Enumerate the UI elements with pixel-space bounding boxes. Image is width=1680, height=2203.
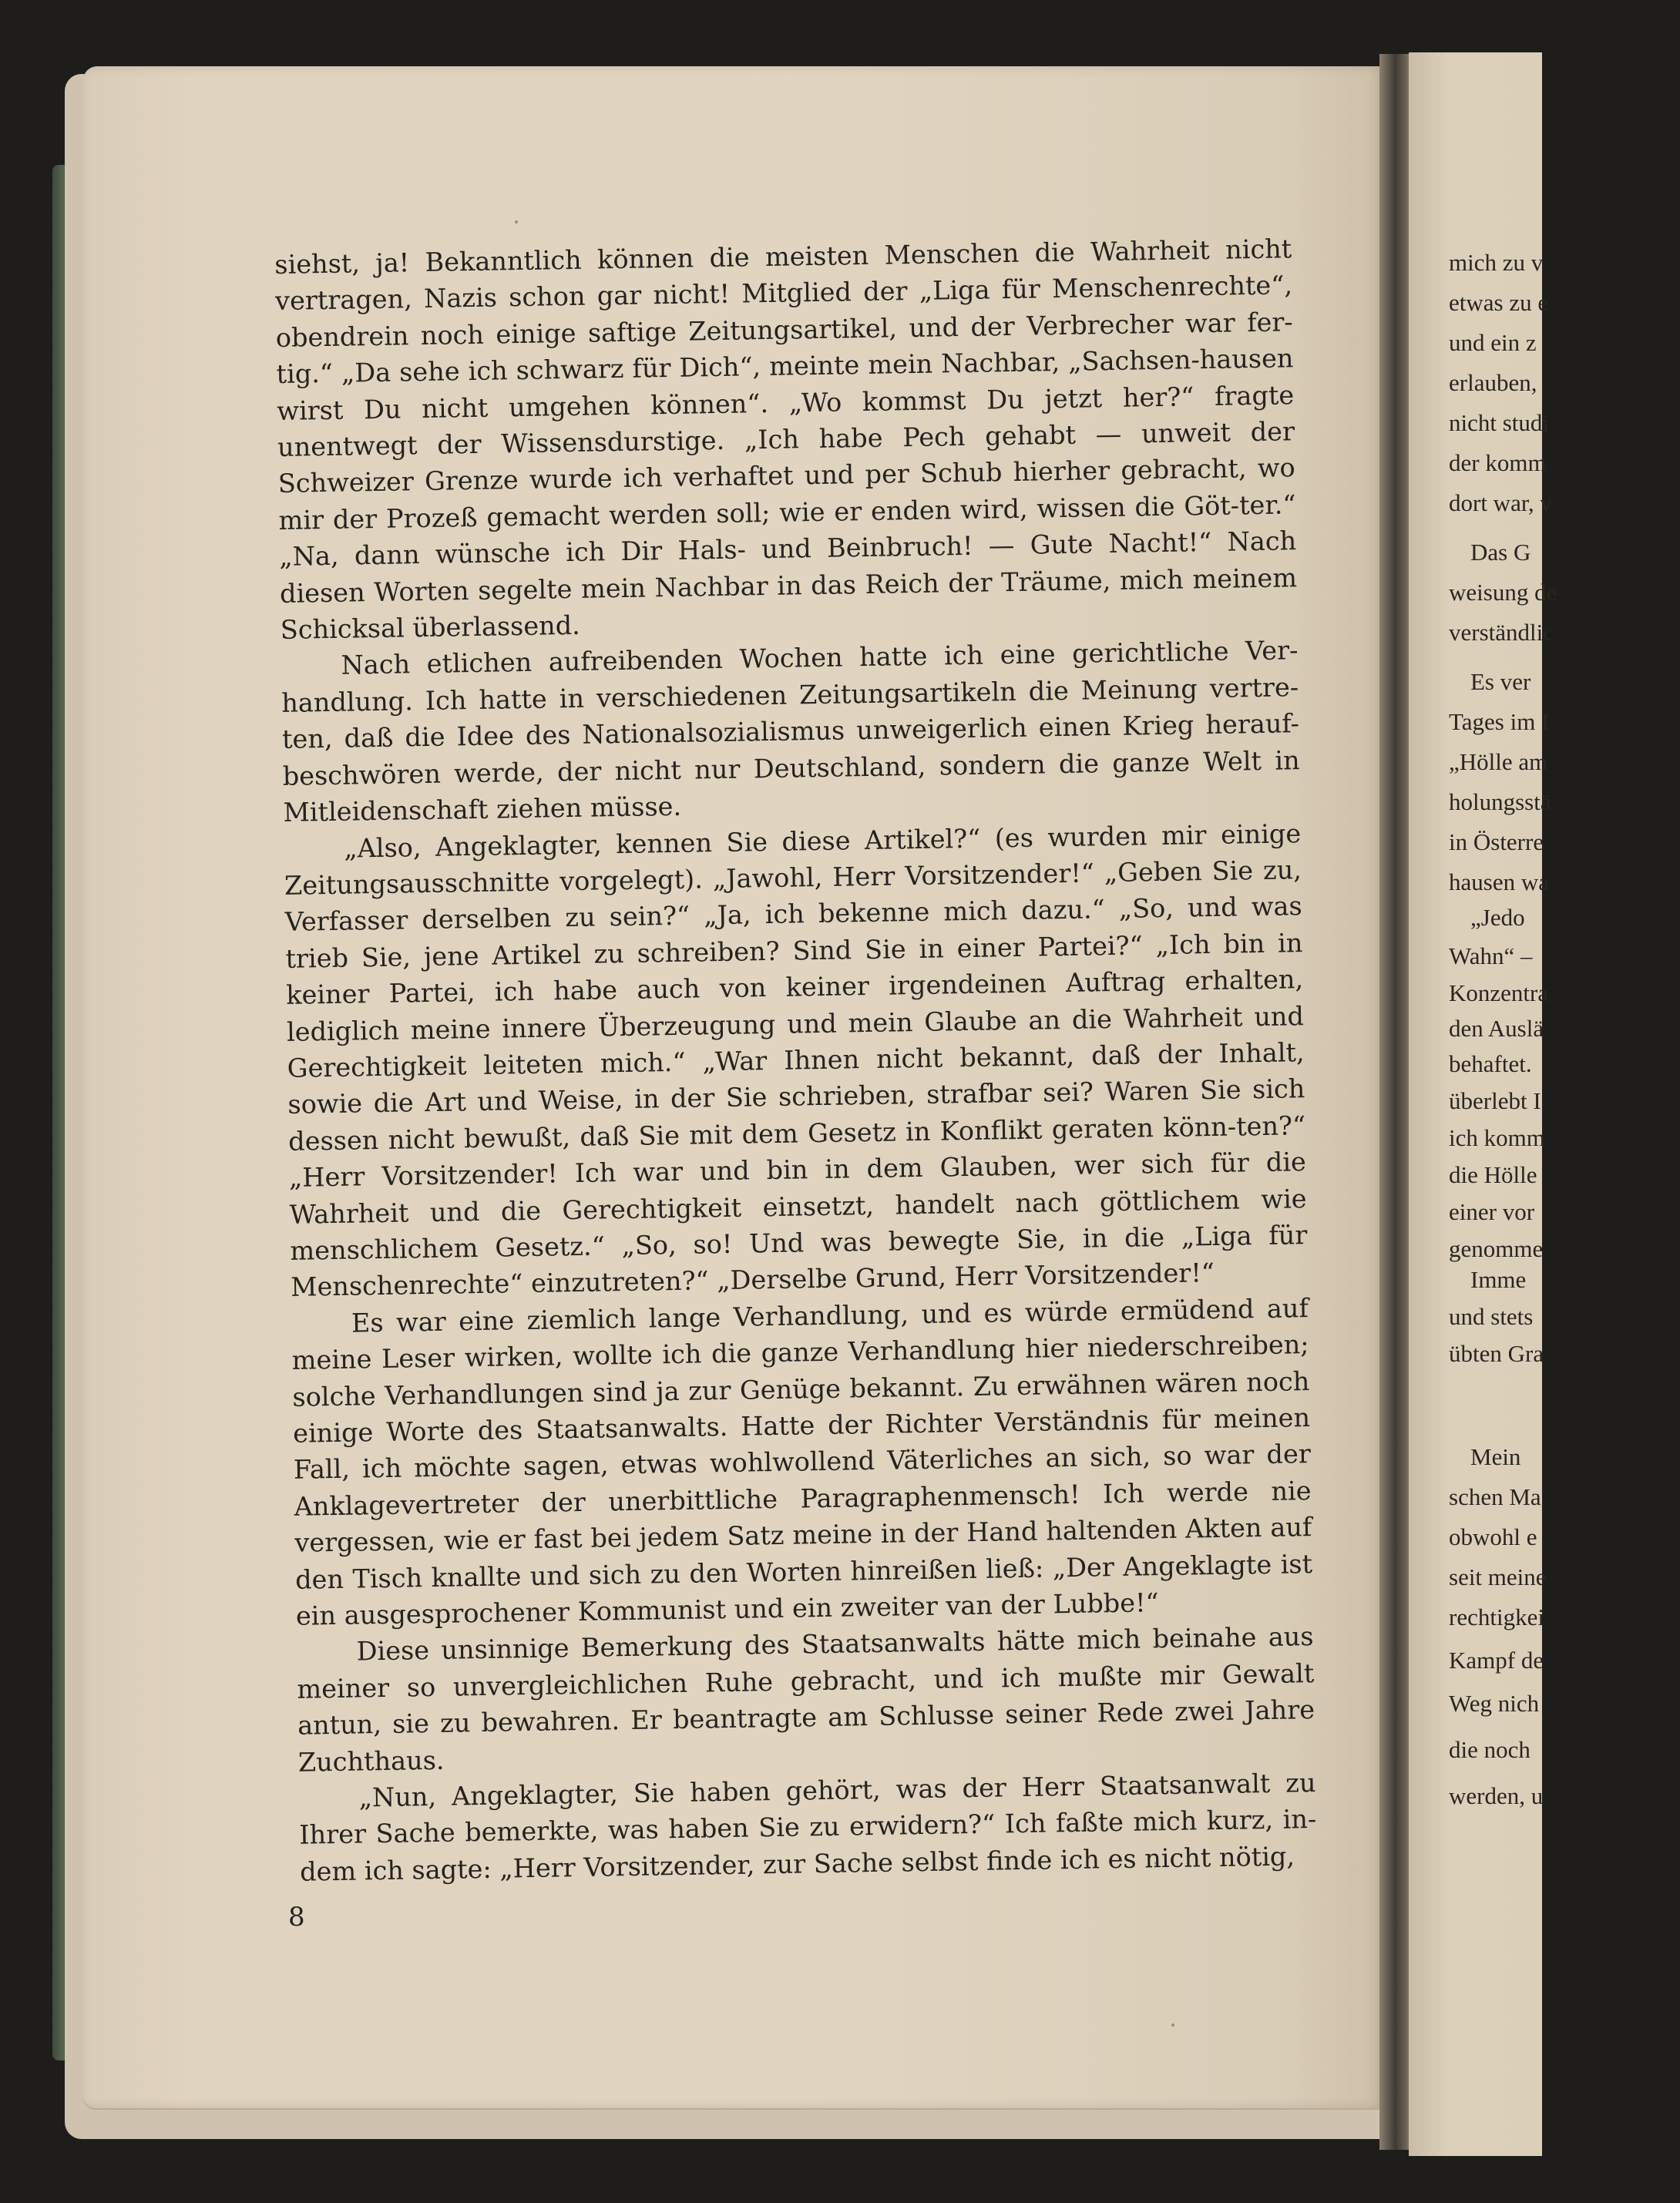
right-line: Weg nich [1449, 1690, 1540, 1717]
right-line: Es ver [1470, 668, 1531, 695]
paragraph: Es war eine ziemlich lange Verhandlung, und es würde ermüdend auf meine Leser wirken, wollte ich die ganze Verhandlung hier niederschreiben; solche Verhandlungen sind ja zur Genüge bekannt. Zu erwähnen wären noch einige Worte des Staatsanwalts. Hatte der Richter Verständnis für meinen Fall, ich möchte sagen, etwas wohlwollend Väterliches an sich, so war der Anklagevertreter der unerbittliche Paragraphenmensch! Ich werde nie vergessen, wie er fast bei jedem Satz meine in der Hand haltenden Akten auf den Tisch knallte und sich zu den Worten hinreißen ließ: „Der Angeklagte ist ein ausgesprochener Kommunist und ein zweiter van der Lubbe!“ [291, 1292, 1313, 1631]
right-line: rechtigkei [1449, 1604, 1544, 1630]
right-line: mich zu v [1449, 249, 1544, 276]
right-line: Mein [1470, 1443, 1521, 1470]
paragraph: Diese unsinnige Bemerkung des Staatsanwalts hätte mich beinahe aus meiner so unvergleichlichen Ruhe gebracht, und ich mußte mir Gewalt antun, sie zu bewahren. Er beantragte am Schlusse seiner Rede zwei Jahre Zuchthaus. [297, 1621, 1315, 1778]
paragraph: Nach etlichen aufreibenden Wochen hatte ich eine gerichtliche Ver-handlung. Ich hatte in verschiedenen Zeitungsartikeln die Meinung vertre-ten, daß die Idee des Nationalsozialismus unweigerlich einen Krieg herauf-beschwören werde, der nicht nur Deutschland, sondern die ganze Welt in Mitleidenschaft ziehen müsse. [281, 635, 1300, 828]
paragraph: „Also, Angeklagter, kennen Sie diese Artikel?“ (es wurden mir einige Zeitungsausschnitte vorgelegt). „Jawohl, Herr Vorsitzender!“ „Geben Sie zu, Verfasser derselben zu sein?“ „Ja, ich bekenne mich dazu.“ „So, und was trieb Sie, jene Artikel zu schreiben? Sind Sie in einer Partei?“ „Ich bin in keiner Partei, ich habe auch von keiner irgendeinen Auftrag erhalten, lediglich meine innere Überzeugung und mein Glaube an die Wahrheit und Gerechtigkeit leiteten mich.“ „War Ihnen nicht bekannt, daß der Inhalt, sowie die Art und Weise, in der Sie schrieben, strafbar sei? Waren Sie sich dessen nicht bewußt, daß Sie mit dem Gesetz in Konflikt geraten könn-ten?“ „Herr Vorsitzender! Ich war und bin in dem Glauben, wer sich für die Wahrheit und die Gerechtigkeit einsetzt, handelt nach göttlichem wie menschlichem Gesetz.“ „So, so! Und was bewegte Sie, in die „Liga für Menschenrechte“ einzutreten?“ „Derselbe Grund, Herr Vorsitzender!“ [284, 818, 1308, 1303]
right-line: verständlic [1449, 619, 1554, 646]
right-line: „Hölle am [1449, 748, 1548, 775]
right-line: die Hölle [1449, 1161, 1537, 1188]
right-line: obwohl e [1449, 1523, 1537, 1550]
body-text [274, 230, 1317, 1890]
right-line: Tages im I [1449, 708, 1550, 735]
right-line: hausen wa [1449, 868, 1549, 895]
right-line: und stets [1449, 1303, 1534, 1330]
right-line: „Jedo [1470, 904, 1525, 931]
right-line: in Österre [1449, 828, 1544, 855]
right-line: den Auslä [1449, 1015, 1544, 1042]
paper-blemish [1171, 2023, 1174, 2027]
right-line: behaftet. [1449, 1050, 1532, 1077]
right-line: Konzentra [1449, 979, 1549, 1006]
right-line: der komm [1449, 449, 1547, 476]
right-line: überlebt I [1449, 1087, 1541, 1114]
paragraph: siehst, ja! Bekanntlich können die meisten Menschen die Wahrheit nicht vertragen, Nazis schon gar nicht! Mitglied der „Liga für Menschenrechte“, obendrein noch einige saftige Zeitungsartikel, und der Verbrecher war fer-tig.“ „Da sehe ich schwarz für Dich“, meinte mein Nachbar, „Sachsen-hausen wirst Du nicht umgehen können“. „Wo kommst Du jetzt her?“ fragte unentwegt der Wissensdurstige. „Ich habe Pech gehabt — unweit der Schweizer Grenze wurde ich verhaftet und per Schub hierher gebracht, wo mir der Prozeß gemacht werden soll; wie er enden wird, wissen die Göt-ter.“ „Na, dann wünsche ich Dir Hals- und Beinbruch! — Gute Nacht!“ Nach diesen Worten segelte mein Nachbar in das Reich der Träume, mich meinem Schicksal überlassend. [274, 233, 1298, 645]
right-line: Imme [1470, 1266, 1527, 1293]
right-line: und ein z [1449, 329, 1537, 356]
right-line: nicht studi [1449, 409, 1550, 436]
right-line: ich komm [1449, 1124, 1545, 1151]
right-line: werden, u [1449, 1782, 1544, 1809]
right-line: schen Ma [1449, 1483, 1541, 1510]
right-line: weisung de [1449, 579, 1557, 606]
right-line: erlauben, [1449, 369, 1537, 396]
right-line: die noch [1449, 1736, 1530, 1763]
right-line: Das G [1470, 539, 1531, 566]
page-number: 8 [288, 1902, 305, 1933]
right-page [1409, 52, 1557, 2156]
right-line: genomme [1449, 1235, 1544, 1262]
paragraph: „Nun, Angeklagter, Sie haben gehört, was der Herr Staatsanwalt zu Ihrer Sache bemerkte, was haben Sie zu erwidern?“ Ich faßte mich kurz, in-dem ich sagte: „Herr Vorsitzender, zur Sache selbst finde ich es nicht nötig, [299, 1768, 1317, 1887]
right-line: etwas zu e [1449, 289, 1549, 316]
right-line: Kampf de [1449, 1647, 1544, 1674]
right-line: übten Gra [1449, 1340, 1544, 1367]
right-line: dort war, v [1449, 489, 1552, 516]
right-page-text [1449, 52, 1680, 2156]
right-line: einer vor [1449, 1198, 1535, 1225]
right-line: seit meine [1449, 1563, 1547, 1590]
right-line: Wahn“ – [1449, 942, 1533, 969]
right-line: holungsstä [1449, 788, 1551, 815]
paper-blemish [515, 220, 518, 223]
